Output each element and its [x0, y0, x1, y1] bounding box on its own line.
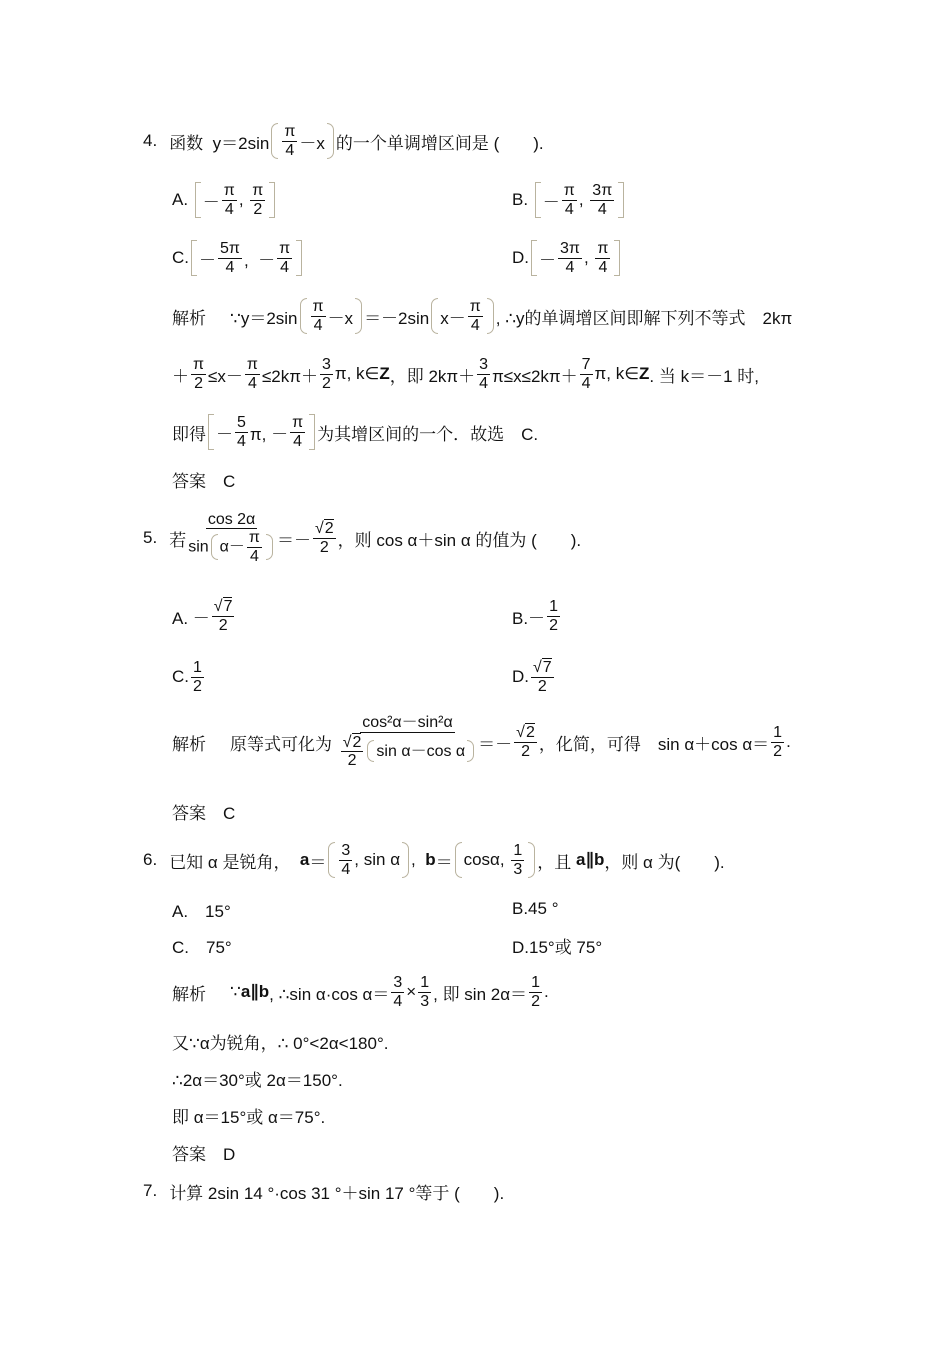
q4-analysis-line1: 解析 ∵y＝2sin π 4 －x ＝－2sin x－ π 4 , ∴y的单调增区间即解下列不等式 2kπ — [172, 297, 793, 334]
q4-option-b: B. － π 4 , 3π 4 — [512, 180, 626, 220]
q5-option-b: B.－ 1 2 — [512, 597, 558, 634]
q6-analysis-line1: 解析 ∵ a∥b , ∴sin α·cos α＝ $\frac{3}{4}$ × $\frac{1}{3}$ , 即 sin 2α＝ 1 2 . — [172, 973, 549, 1010]
q4-stem: 4. 函数 y＝2sin π 4 －x 的一个单调增区间是 ( ). — [143, 122, 544, 159]
q6-option-b: B.45 ° — [512, 899, 559, 918]
q6-stem: 6. 已知 α 是锐角， a ＝ 3 4 , sin α , b ＝ cosα, 1 3 ，且 a∥b ，则 α 为( ). — [143, 841, 725, 878]
q4-option-c: C. － 5π 4 , － π 4 — [172, 238, 304, 278]
q5-answer: 答案 C — [172, 803, 236, 823]
fraction: cos 2α sin α－ $\frac{\pi}{4}$ — [188, 511, 275, 566]
q4-option-a: A. － π 4 , π 2 — [172, 180, 277, 220]
fraction: cos²α－sin²α √2 2 sin α－cos α — [339, 714, 476, 770]
q4-analysis-line3: 即得 － 5 4 π, － π 4 为其增区间的一个．故选 C. — [172, 413, 539, 450]
q4-answer: 答案 C — [172, 471, 236, 491]
q6-analysis-line3: ∴2α＝30°或 2α＝150°. — [172, 1070, 343, 1090]
q5-analysis: 解析 原等式可化为 cos²α－sin²α √2 2 sin α－cos α ＝－ √2 2 ，化简，可得 sin α＋cos α＝ 1 2 . — [172, 714, 791, 770]
q6-analysis-line4: 即 α＝15°或 α＝75°. — [172, 1107, 326, 1127]
q5-option-c: C. 1 2 — [172, 658, 202, 695]
q4-analysis-line2: ＋ $\frac{\pi}{2}$ ≤x－ $\frac{\pi}{4}$ ≤2kπ＋ 3 2 π, k∈ Z ，即 2kπ＋ 3 4 π≤x≤2kπ＋ 7 4 π, k∈ Z . 当 k＝－1 时, — [172, 355, 759, 392]
q6-analysis-line2: 又∵α为锐角，∴ 0°<2α<180°. — [172, 1033, 389, 1053]
q7-stem: 7. 计算 2sin 14 °·cos 31 °＋sin 17 °等于 ( ). — [143, 1181, 505, 1203]
q6-option-d: D.15°或 75° — [512, 937, 603, 957]
q4-option-d: D. － 3π 4 , π 4 — [512, 238, 622, 278]
q6-option-a: A. 15° — [172, 901, 231, 921]
q5-option-a: A. － √7 2 — [172, 598, 233, 634]
q5-stem: 5. 若 cos 2α sin α－ $\frac{\pi}{4}$ ＝－ √2 2 ，则 cos α＋sin α 的值为 ( ). — [143, 510, 582, 565]
fraction: π 4 — [284, 122, 296, 159]
q6-option-c: C. 75° — [172, 937, 232, 957]
q6-answer: 答案 D — [172, 1144, 236, 1164]
q5-option-d: D. √7 2 — [512, 659, 552, 695]
